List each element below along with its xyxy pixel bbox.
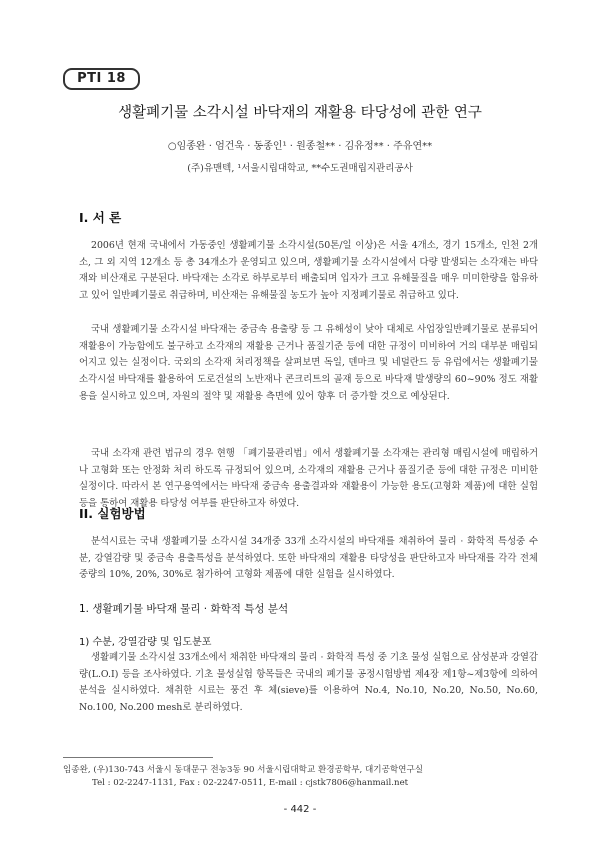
methods-subheading: 1. 생활폐기물 바닥재 물리 · 화학적 특성 분석 <box>79 603 289 615</box>
intro-paragraph-1: 2006년 현재 국내에서 가동중인 생활폐기물 소각시설(50톤/일 이상)은 서울 4개소, 경기 15개소, 인천 2개소, 그 외 지역 12개소 등 총 34개소가 운영되고 있으며, 생활폐기물 소각시설에서 다량 발생되는 소각재는 바닥재와 비산재로 구분된다. 바닥재는 소각로 하부로부터 배출되며 입자가 크고 유해물질을 매우 미미한량을 함유하고 있어 일반폐기물로 취급하며, 비산재는 유해물질 농도가 높아 지정폐기물로 취급하고 있다. <box>79 240 538 302</box>
page-number: - 442 - <box>283 804 317 815</box>
paper-title: 생활폐기물 소각시설 바닥재의 재활용 타당성에 관한 연구 <box>118 105 482 121</box>
methods-paragraph: 분석시료는 국내 생활폐기물 소각시설 34개중 33개 소각시설의 바닥재를 채취하여 물리 · 화학적 특성중 수분, 강열감량 및 중금속 용출특성을 분석하였다. 또한 바닥재의 재활용 타당성을 판단하고자 바닥재를 각각 전체 중량의 10%, 20%, 30%로 첨가하여 고형화 제품에 대한 실험을 실시하였다. <box>79 536 538 581</box>
footnote-address: 임종완, (우)130-743 서울시 동대문구 전농3동 90 서울시립대학교 환경공학부, 대기공학연구실 <box>63 765 424 775</box>
methods-heading: II. 실험방법 <box>79 506 146 521</box>
intro-paragraph-2: 국내 생활폐기물 소각시설 바닥재는 중금속 용출량 등 그 유해성이 낮아 대체로 사업장일반폐기물로 분류되어 재활용이 가능함에도 불구하고 소각재의 재활용 근거나 품질기준 등에 대한 규정이 미비하여 거의 대부분 매립되어지고 있는 실정이다. 국외의 소각재 처리정책을 살펴보면 독일, 덴마크 및 네덜란드 등 유럽에서는 생활폐기물 소각시설 바닥재를 활용하여 도로건설의 노반재나 콘크리트의 골재 등으로 바닥재 발생량의 60~90% 정도 재활용을 실시하고 있으며, 자원의 절약 및 재활용 측면에 있어 향후 더 증가할 것으로 예상된다. <box>79 324 538 402</box>
section-code-badge: PTI 18 <box>63 68 140 90</box>
intro-heading: I. 서 론 <box>79 210 122 225</box>
footnote-contact: Tel : 02-2247-1131, Fax : 02-2247-0511, E-mail : cjstk7806@hanmail.net <box>92 778 409 788</box>
intro-paragraph-3: 국내 소각재 관련 법규의 경우 현행 「폐기물관리법」에서 생활폐기물 소각재는 관리형 매립시설에 매립하거나 고형화 또는 안정화 처리 하도록 규정되어 있으며, 소각재의 재활용 근거나 품질기준 등에 대한 규정은 미비한 실정이다. 따라서 본 연구용역에서는 바닥재 중금속 용출결과와 재활용이 가능한 용도(고형화 제품)에 대한 실험 등을 통하여 재활용 타당성 여부를 판단하고자 하였다. <box>79 448 538 510</box>
affiliation-line: (주)유맨텍, ¹서울시립대학교, **수도권매립지관리공사 <box>187 163 413 174</box>
methods-subparagraph: 생활폐기물 소각시설 33개소에서 채취한 바닥재의 물리 · 화학적 특성 중 기초 물성 실험으로 삼성분과 강열감량(L.O.I) 등을 조사하였다. 기초 물성실험 항목들은 국내의 폐기물 공정시험방법 제4장 제1항~제3항에 의하여 분석을 실시하였다. 채취한 시료는 풍건 후 체(sieve)를 이용하여 No.4, No.10, No.20, No.50, No.60, No.100, No.200 mesh로 분리하였다. <box>79 652 538 714</box>
footnote-divider <box>63 757 213 758</box>
methods-subsubheading: 1) 수분, 강열감량 및 입도분포 <box>79 637 212 648</box>
author-list: ○임종완 · 엄건욱 · 동종인¹ · 원종철** · 김유정** · 주유연** <box>167 141 433 152</box>
